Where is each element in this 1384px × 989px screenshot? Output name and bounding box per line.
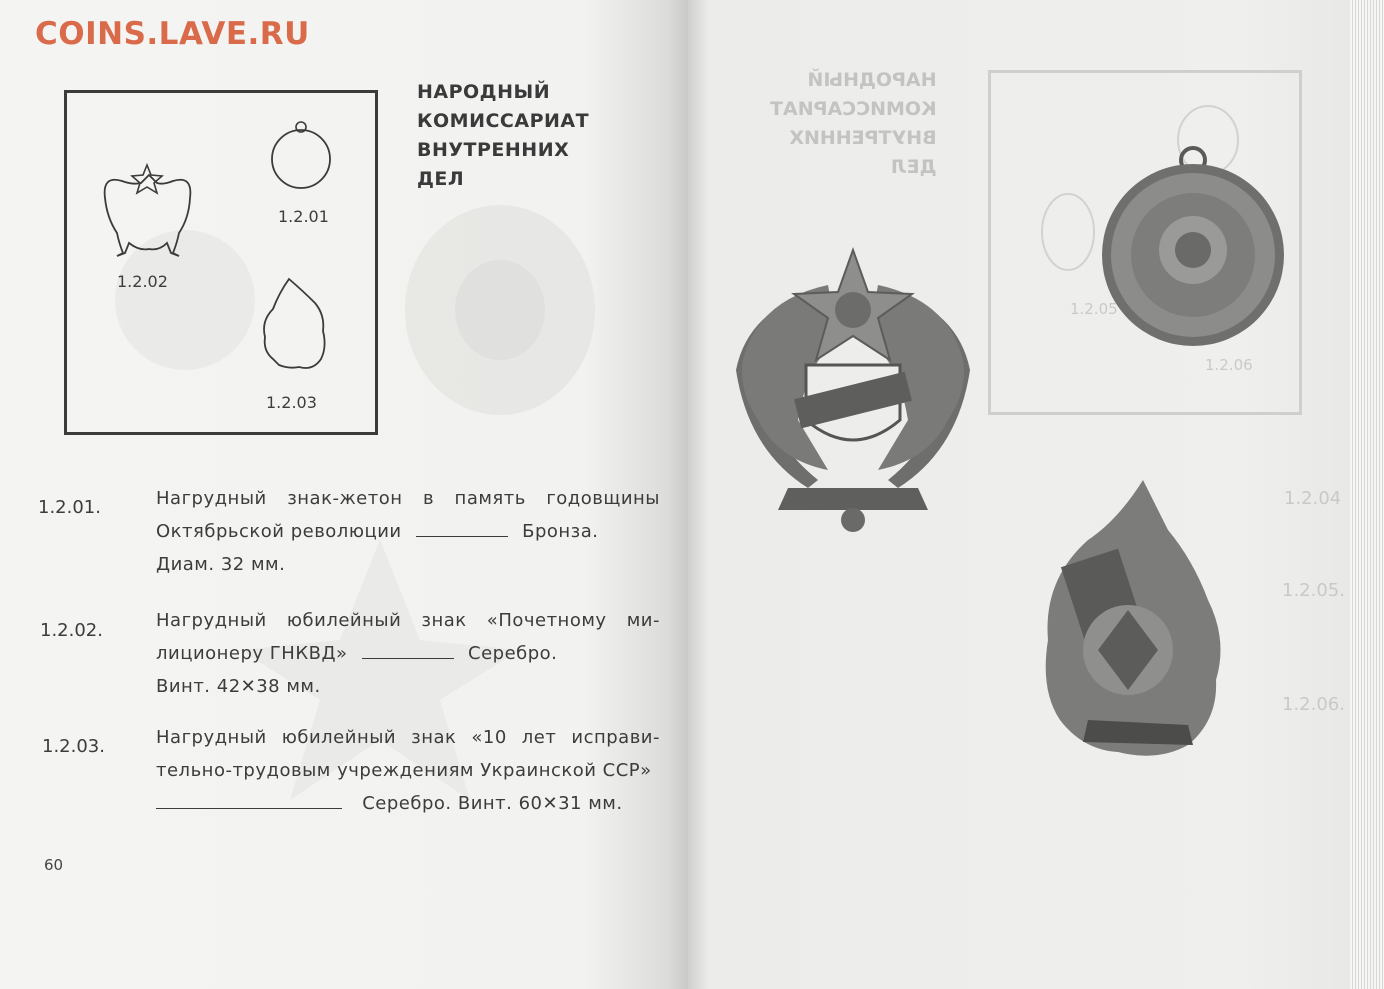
entry-line: Винт. 42✕38 мм. [156, 676, 321, 697]
entry-text [156, 721, 660, 820]
entry-line: тельно-трудовым учреждениям Украинской ССР» [156, 760, 652, 781]
entry-line: Серебро. Винт. 60✕31 мм. [362, 793, 623, 814]
blank-line [156, 794, 342, 809]
entry-line: Нагрудный юбилейный знак «10 лет исправи- [156, 727, 660, 748]
heading-line: НАРОДНЫЙ [417, 81, 551, 103]
entry-number: 1.2.02. [40, 620, 103, 641]
entry-line: Бронза. [522, 521, 599, 542]
heading-line: ВНУТРЕННИХ [417, 139, 570, 161]
figure-label-1-2-01: 1.2.01 [278, 207, 329, 226]
show-through-heading: НАРОДНЫЙ КОМИССАРИАТ ВНУТРЕННИХ ДЕЛ [770, 69, 937, 178]
entry-line: Нагрудный юбилейный знак «Почетному ми- [156, 610, 660, 631]
heading-line: КОМИССАРИАТ [417, 110, 590, 132]
figure-frame [64, 90, 378, 435]
blank-line [416, 522, 508, 537]
entry-line: лиционеру ГНКВД» [156, 643, 348, 664]
page-number: 60 [44, 856, 64, 874]
show-through-label: 1.2.05 [1070, 300, 1118, 318]
watermark: COINS.LAVE.RU [35, 16, 310, 52]
show-through-label: 1.2.06. [1282, 694, 1345, 715]
heading-line: ДЕЛ [417, 168, 465, 190]
entry-text [156, 482, 660, 581]
blank-line [362, 644, 454, 659]
show-through-label: 1.2.06 [1205, 356, 1253, 374]
medal-photo [1102, 148, 1284, 346]
figure-label-1-2-02: 1.2.02 [117, 272, 168, 291]
figure-label-1-2-03: 1.2.03 [266, 393, 317, 412]
badge-photo-flame [1046, 480, 1221, 756]
entry-line: Серебро. [468, 643, 558, 664]
entry-text [156, 604, 660, 703]
section-heading [417, 78, 589, 194]
entry-number: 1.2.03. [42, 736, 105, 757]
entry-line: Октябрьской революции [156, 521, 402, 542]
badge-photos [688, 0, 1384, 989]
badge-photo-flags [736, 250, 970, 532]
entry-number: 1.2.01. [38, 497, 101, 518]
badge-outline-1-2-03 [264, 279, 325, 368]
entry-line: Нагрудный знак-жетон в память годовщины [156, 488, 660, 509]
entry-line: Диам. 32 мм. [156, 554, 286, 575]
show-through-label: 1.2.05. [1282, 580, 1345, 601]
show-through-label: 1.2.04 [1284, 488, 1342, 509]
medal-outline-1-2-01 [272, 130, 330, 188]
badge-outlines [67, 93, 375, 432]
